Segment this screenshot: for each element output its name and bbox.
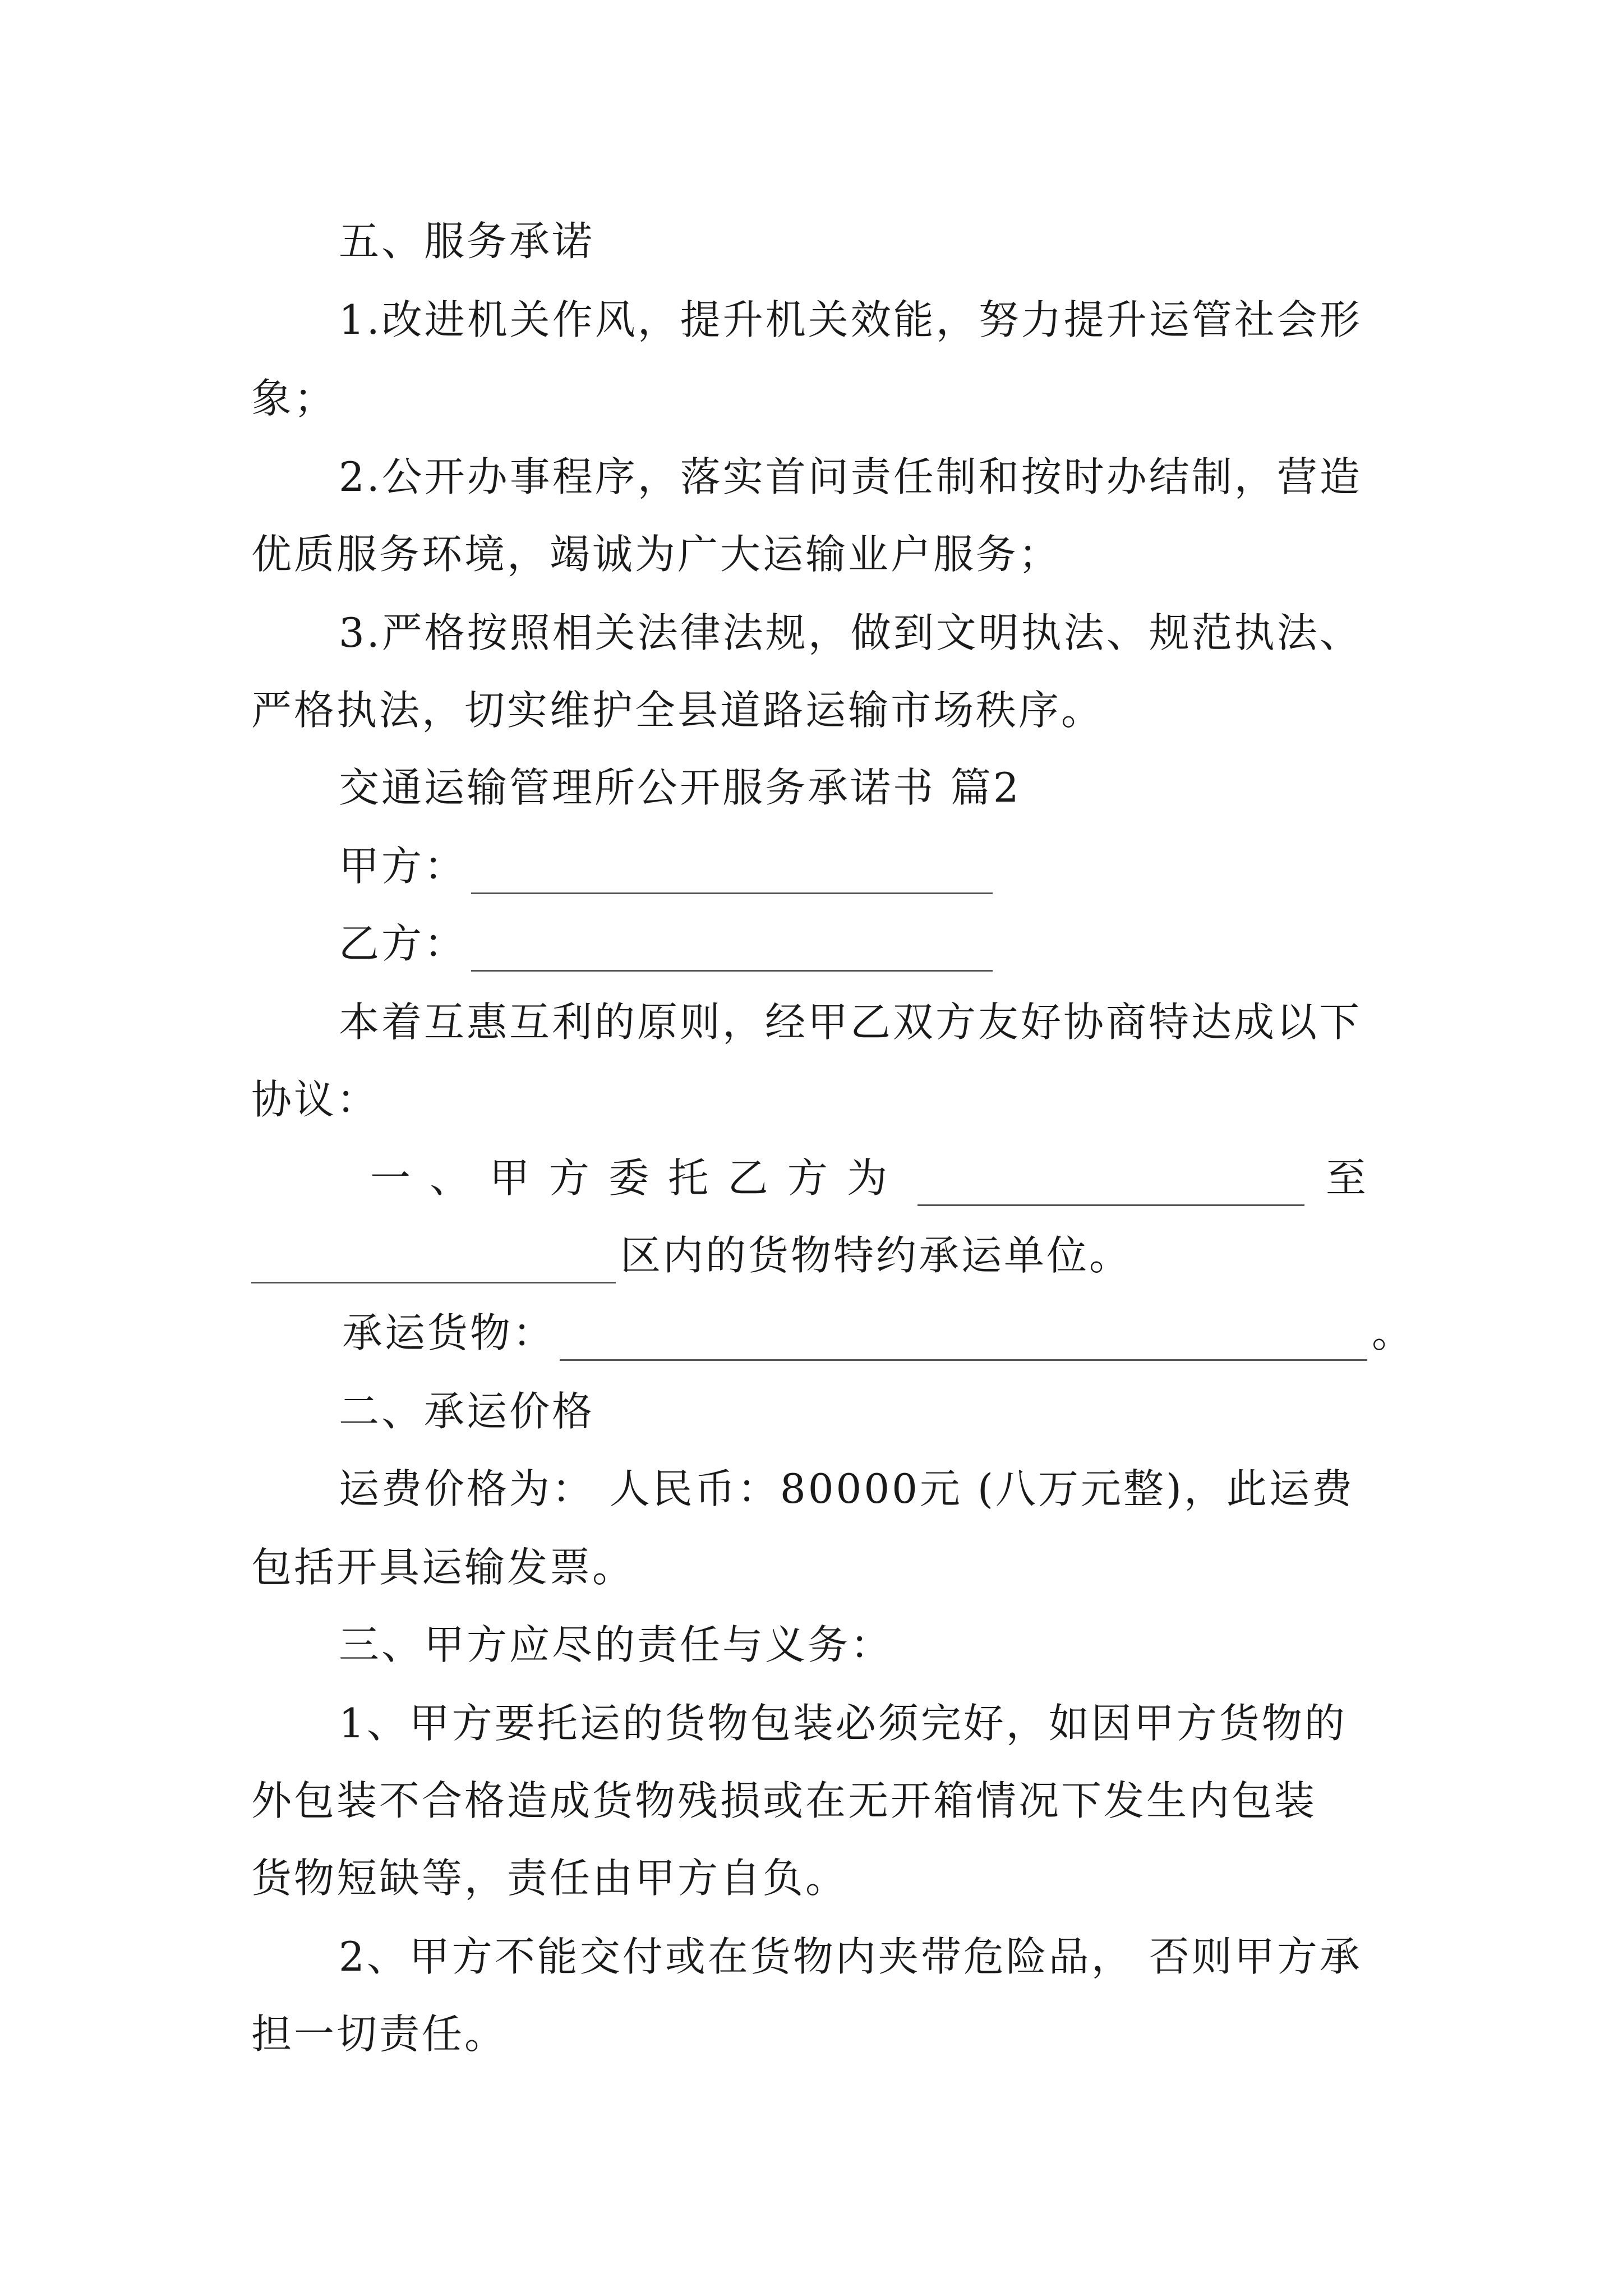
paragraph-line: 1、甲方要托运的货物包装必须完好，如因甲方货物的 (339, 1700, 1347, 1747)
goods-line (342, 1305, 1414, 1361)
clause-1-char: 方 (548, 1154, 592, 1202)
party-b-label: 乙方： (339, 920, 467, 967)
paragraph-line: 1.改进机关作风，提升机关效能，努力提升运管社会形 (339, 296, 1362, 343)
paragraph-line: 外包装不合格造成货物残损或在无开箱情况下发生内包装 (251, 1777, 1317, 1824)
paragraph-line: 优质服务环境，竭诚为广大运输业户服务； (251, 531, 1062, 578)
clause-1-char: 委 (608, 1154, 652, 1202)
party-b-line (339, 915, 997, 972)
clause-1-char: 一 (370, 1154, 413, 1202)
paragraph-line: 运费价格为： 人民币：80000元 (八万元整)，此运费 (339, 1465, 1354, 1512)
paragraph-line: 本着互惠互利的原则，经甲乙双方友好协商特达成以下 (339, 999, 1362, 1046)
paragraph-line: 3.严格按照相关法律法规，做到文明执法、规范执法、 (339, 609, 1362, 656)
goods-label: 承运货物： (342, 1309, 556, 1356)
party-a-line (339, 838, 997, 894)
clause-1-continuation (251, 1227, 1132, 1283)
section-heading: 五、服务承诺 (339, 218, 595, 265)
clause-1-text (370, 1150, 889, 1206)
clause-1-to: 至 (1325, 1154, 1368, 1202)
paragraph-line: 包括开具运输发票。 (251, 1544, 635, 1591)
clause-1-char: 乙 (727, 1154, 771, 1202)
section-heading: 三、甲方应尽的责任与义务： (339, 1621, 893, 1668)
clause-1-char: 方 (787, 1154, 830, 1202)
paragraph-line: 担一切责任。 (251, 2010, 508, 2058)
paragraph-line: 2、甲方不能交付或在货物内夹带危险品， 否则甲方承 (339, 1933, 1362, 1980)
party-a-blank (471, 853, 993, 894)
paragraph-line: 象； (251, 375, 337, 422)
clause-1-line (370, 1150, 1368, 1206)
party-b-blank (471, 931, 993, 972)
paragraph-line: 严格执法，切实维护全县道路运输市场秩序。 (251, 687, 1104, 734)
paragraph-line: 2.公开办事程序，落实首问责任制和按时办结制，营造 (339, 453, 1362, 500)
goods-blank (560, 1320, 1367, 1361)
party-a-label: 甲方： (339, 843, 467, 890)
section-heading: 二、承运价格 (339, 1388, 595, 1435)
clause-1-char: 托 (668, 1154, 711, 1202)
paragraph-line: 协议： (251, 1076, 380, 1123)
destination-blank (251, 1243, 616, 1283)
goods-end: 。 (1372, 1309, 1415, 1356)
document-title: 交通运输管理所公开服务承诺书 篇2 (339, 764, 1021, 811)
paragraph-line: 货物短缺等，责任由甲方自负。 (251, 1855, 849, 1902)
clause-1-char: 为 (847, 1154, 890, 1202)
origin-blank (917, 1165, 1304, 1206)
clause-1-tail: 区内的货物特约承运单位。 (620, 1232, 1132, 1279)
clause-1-char: 甲 (489, 1154, 532, 1202)
clause-1-char: 、 (430, 1154, 473, 1202)
